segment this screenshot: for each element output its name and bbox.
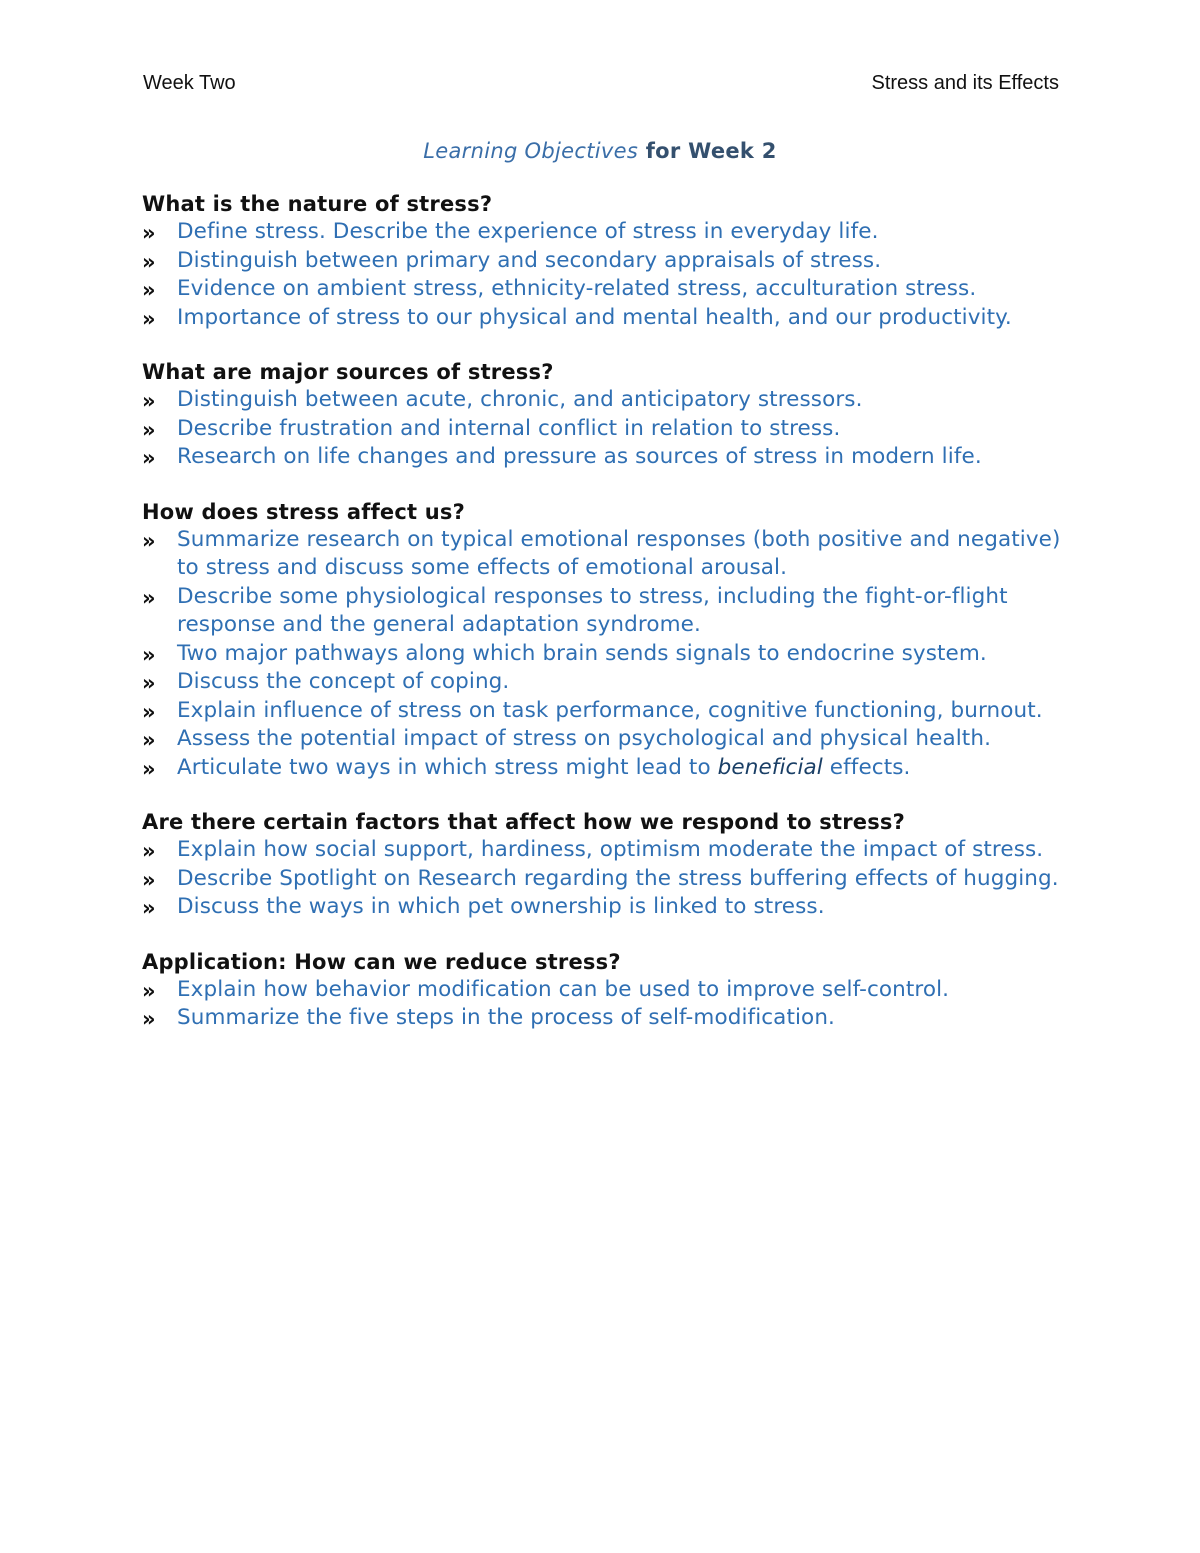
list-item bbox=[142, 754, 1082, 783]
section-heading: Application: How can we reduce stress? bbox=[142, 949, 621, 974]
list-item-text: Discuss the ways in which pet ownership is linked to stress. bbox=[177, 894, 825, 919]
section-stress-effects bbox=[142, 498, 1082, 783]
list-item-emphasis: beneficial bbox=[717, 754, 823, 780]
section-sources-of-stress bbox=[142, 358, 1082, 472]
list-item bbox=[142, 836, 1082, 865]
bullet-icon: » bbox=[142, 978, 156, 1003]
bullet-icon: » bbox=[142, 699, 156, 724]
section-heading: What are major sources of stress? bbox=[142, 360, 554, 384]
bullet-icon: » bbox=[142, 249, 156, 274]
bullet-icon: » bbox=[142, 728, 156, 752]
bullet-icon: » bbox=[142, 221, 156, 245]
section-application bbox=[142, 948, 1082, 1033]
list-item bbox=[142, 865, 1082, 894]
list-item-text: Define stress. Describe the experience of stress in everyday life. bbox=[177, 219, 879, 244]
header-right-text: Stress and its Effects bbox=[871, 72, 1059, 94]
bullet-icon: » bbox=[142, 389, 156, 413]
list-item bbox=[142, 1004, 1082, 1033]
list-item-text: Two major pathways along which brain sends signals to endocrine system. bbox=[177, 640, 987, 666]
list-item-text: Evidence on ambient stress, ethnicity-related stress, acculturation stress. bbox=[177, 276, 977, 301]
bullet-icon: » bbox=[142, 642, 156, 667]
list-item bbox=[142, 893, 1082, 922]
list-item bbox=[142, 386, 1082, 415]
section-heading: How does stress affect us? bbox=[142, 499, 465, 524]
section-heading: Are there certain factors that affect how we respond to stress? bbox=[142, 810, 905, 834]
list-item-text: Explain how behavior modification can be used to improve self-control. bbox=[177, 976, 950, 1002]
list-item-text: Distinguish between primary and secondary appraisals of stress. bbox=[177, 247, 882, 273]
list-item bbox=[142, 304, 1082, 333]
list-item-text: Describe some physiological responses to stress, including the fight-or-flight response and the general adaptation syndrome. bbox=[177, 583, 1008, 637]
bullet-icon: » bbox=[142, 585, 156, 610]
list-item-text: Explain how social support, hardiness, optimism moderate the impact of stress. bbox=[177, 837, 1044, 862]
list-item-text: Distinguish between acute, chronic, and anticipatory stressors. bbox=[177, 387, 863, 412]
list-item bbox=[142, 415, 1082, 444]
list-item bbox=[142, 697, 1082, 726]
bullet-icon: » bbox=[142, 671, 156, 695]
list-item-text: Describe frustration and internal conflict in relation to stress. bbox=[177, 415, 841, 441]
bullet-icon: » bbox=[142, 528, 156, 553]
list-item bbox=[142, 247, 1082, 276]
bullet-icon: » bbox=[142, 306, 156, 331]
list-item bbox=[142, 526, 1082, 583]
page-header bbox=[143, 72, 1059, 100]
bullet-list bbox=[142, 836, 1082, 922]
title-italic-part: Learning Objectives bbox=[423, 139, 639, 163]
list-item-text: Summarize research on typical emotional responses (both positive and negative) to stress and discuss some effects of emotional arousal. bbox=[177, 526, 1061, 580]
bullet-icon: » bbox=[142, 867, 156, 892]
bullet-icon: » bbox=[142, 417, 156, 442]
section-nature-of-stress bbox=[142, 190, 1082, 332]
section-heading: What is the nature of stress? bbox=[142, 192, 493, 216]
list-item-text: Importance of stress to our physical and mental health, and our productivity. bbox=[177, 304, 1012, 330]
list-item-text: Summarize the five steps in the process of self-modification. bbox=[177, 1005, 835, 1030]
list-item bbox=[142, 443, 1082, 472]
section-response-factors bbox=[142, 808, 1082, 922]
list-item-text-after: effects. bbox=[822, 754, 911, 780]
list-item-text: Assess the potential impact of stress on psychological and physical health. bbox=[177, 726, 992, 751]
header-left-text: Week Two bbox=[143, 72, 236, 94]
list-item bbox=[142, 668, 1082, 697]
objectives-content bbox=[142, 190, 1082, 1059]
list-item-text: Discuss the concept of coping. bbox=[177, 669, 510, 694]
bullet-list bbox=[142, 526, 1082, 783]
list-item-text: Research on life changes and pressure as sources of stress in modern life. bbox=[177, 444, 982, 469]
bullet-icon: » bbox=[142, 896, 156, 920]
bullet-list bbox=[142, 218, 1082, 332]
list-item bbox=[142, 640, 1082, 669]
list-item bbox=[142, 976, 1082, 1005]
bullet-icon: » bbox=[142, 446, 156, 470]
page-title bbox=[0, 139, 1200, 163]
bullet-icon: » bbox=[142, 1007, 156, 1031]
bullet-icon: » bbox=[142, 756, 156, 781]
bullet-icon: » bbox=[142, 278, 156, 302]
list-item bbox=[142, 583, 1082, 640]
list-item-text: Explain influence of stress on task performance, cognitive functioning, burnout. bbox=[177, 697, 1043, 723]
title-rest-part: for Week 2 bbox=[638, 139, 777, 163]
list-item-text-before: Articulate two ways in which stress might lead to bbox=[177, 754, 718, 780]
bullet-list bbox=[142, 386, 1082, 472]
bullet-icon: » bbox=[142, 839, 156, 863]
list-item bbox=[142, 725, 1082, 754]
list-item bbox=[142, 218, 1082, 247]
list-item bbox=[142, 275, 1082, 304]
bullet-list bbox=[142, 976, 1082, 1033]
list-item-text: Describe Spotlight on Research regarding the stress buffering effects of hugging. bbox=[177, 865, 1059, 891]
